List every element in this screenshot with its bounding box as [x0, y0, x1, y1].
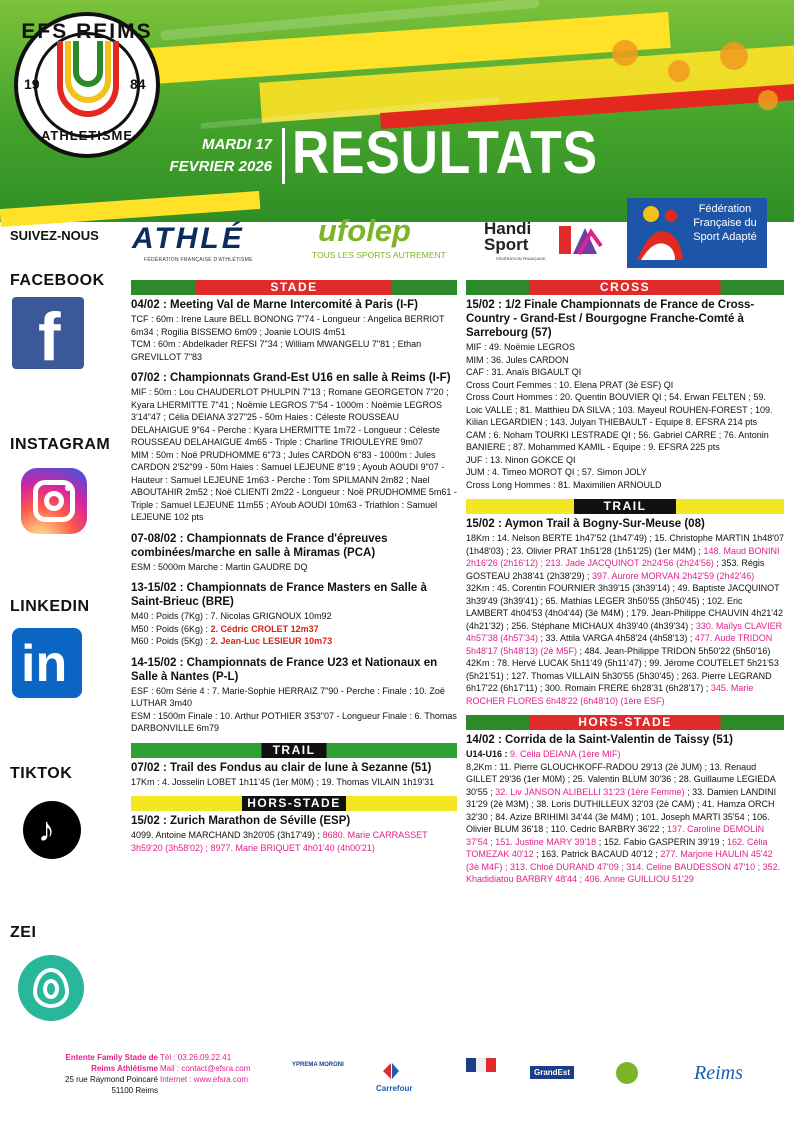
facebook-label: FACEBOOK — [10, 272, 105, 289]
event-result: M50 : Poids (6Kg) : 2. Cédric CROLET 12m37 — [131, 623, 319, 634]
athle-logo: ATHLÉ — [132, 222, 245, 255]
event-result: MIF : 49. Noëmie LEGROS — [466, 342, 576, 352]
runner-silhouette — [720, 42, 748, 70]
sponsor-yprema: YPREMA MORONI — [292, 1062, 344, 1068]
follow-us-label: SUIVEZ-NOUS — [10, 228, 99, 243]
section-band-trail: TRAIL — [131, 743, 457, 758]
logo-year-left: 19 — [24, 76, 40, 92]
section-band-trail: TRAIL — [466, 499, 784, 514]
event-result: ESM : 5000m Marche : Martin GAUDRE DQ — [131, 561, 308, 572]
logo-year-right: 84 — [130, 76, 146, 92]
ufolep-subtitle: TOUS LES SPORTS AUTREMENT — [312, 250, 446, 260]
event-result: 32Km : 45. Corentin FOURNIER 3h39'15 (3h39'14) ; 49. Baptiste JACQUINOT 3h39'49 (3h39'41) ; 65. Mathias LEGER 3h50'55 (3h50'45) ; 102. Eric LAMBERT 4h04'53 (4h04'44) (3è M4M) ; 179. Jean-Philippe CHAUVIN 4h21'42 (4h21'32) ; 256. Stéphane MICHAUX 4h39'40 (4h39'34) ; 330. Maïlys CLAVIER 4h57'38 (4h57'34) ; 33. Attila VARGA 4h58'24 (4h58'13) ; 477. Aude TRIDON 5h48'17 (5h48'13) (2è M5F) ; 484. Jean-Philippe TRIDON 5h50'22 (5h50'16) — [466, 583, 783, 656]
linkedin-label: LINKEDIN — [10, 598, 90, 615]
logo-bottom-text: ATHLETISME — [40, 128, 134, 143]
ffsa-mark-icon — [631, 202, 691, 264]
ffsa-logo: Fédération Française du Sport Adapté — [627, 198, 767, 268]
instagram-icon[interactable] — [21, 468, 87, 534]
event-result: MIF : 50m : Lou CHAUDERLOT PHULPIN 7"13 ; Romane GEORGETON 7"20 ; Kyara LHERMITTE 7"41 ; Noëmie LEGROS 7"54 - 1000m : Noëmie LEGROS 3'14"47 ; Célia DEIANA 3'27"25 - 50m Haies : Céleste ROUSSEAU DELAHAIGUE 9"64 - Perche : Kyara LHERMITTE 1m72 - Longueur : Céleste ROUSSEAU DELAHAIGUE 4m65 - Triple : Charline TRIOULEYRE 9m07 — [131, 387, 449, 447]
event-block — [131, 532, 457, 574]
event-result: M60 : Poids (5Kg) : 2. Jean-Luc LESIEUR 10m73 — [131, 636, 333, 646]
event-block — [131, 298, 457, 363]
header-separator — [282, 128, 285, 184]
event-result: ESF : 60m Série 4 : 7. Marie-Sophie HERRAIZ 7"90 - Perche : Finale : 10. Zoë LUTHAR 3m40 — [131, 685, 445, 708]
sponsor-grandest: GrandEst — [530, 1066, 574, 1079]
section-band-hors-stade: HORS-STADE — [466, 715, 784, 730]
runner-silhouette — [612, 40, 638, 66]
event-result: Cross Long Hommes : 81. Maximilien ARNOULD — [466, 479, 662, 490]
logo-top-text: EFS REIMS — [21, 20, 153, 43]
event-result: Cross Court Femmes : 10. Elena PRAT (3è ESF) QI — [466, 379, 674, 390]
event-result: 42Km : 78. Hervé LUCAK 5h11'49 (5h11'47) ; 99. Jérome COUTELET 5h21'53 (5h21'51) ; 127. Thomas VILLAIN 5h30'55 (5h30'45) ; 263. Pierre LEGRAND 6h17'22 (6h17'11) ; 300. Romain FRERE 6h28'31 (6h28'17) ; 345. Marie ROCHER FLORES 6h48'22 (6h48'10) (1ère ESF) — [466, 658, 779, 706]
event-result: 4099. Antoine MARCHAND 3h20'05 (3h17'49) ; 8680. Marie CARRASSET 3h59'20 (3h58'02) ; 8977. Marie BRIQUET 4h01'40 (4h00'21) — [131, 830, 428, 853]
event-block — [131, 761, 457, 789]
sponsor-carrefour: Carrefour — [376, 1084, 413, 1093]
fondation-icon — [616, 1062, 638, 1084]
right-column — [466, 280, 784, 894]
event-title: 07/02 : Championnats Grand-Est U16 en salle à Reims (I-F) — [131, 372, 451, 384]
event-block — [466, 298, 784, 491]
linkedin-icon[interactable]: in — [12, 628, 82, 698]
event-title: 14/02 : Corrida de la Saint-Valentin de Taissy (51) — [466, 734, 733, 746]
zei-label: ZEI — [10, 924, 37, 941]
carrefour-icon — [382, 1062, 400, 1080]
handisport-subtitle: FÉDÉRATION FRANÇAISE — [496, 256, 546, 261]
event-block — [131, 371, 457, 524]
event-block — [131, 656, 457, 735]
event-result: 17Km : 4. Josselin LOBET 1h11'45 (1er M0M) ; 19. Thomas VILAIN 1h19'31 — [131, 776, 435, 787]
facebook-icon[interactable]: f — [12, 297, 84, 369]
event-block — [466, 733, 784, 886]
event-result: MIM : 50m : Noë PRUDHOMME 6"73 ; Jules CARDON 6"83 - 1000m : Jules CARDON 2'52"99 - 50m Haies : Samuel LEJEUNE 8"19 ; Ayoub AOUDI 9"07 - Hauteur : Samuel LEJEUNE 1m63 - Perche : Tom SPILMANN 2m82 ; Nael ABOUTAHIR 2m52 ; Noë CLIENTI 2m22 - Longueur : Noë PRUDHOMME 5m61 - Triple : Samuel LEJEUNE 11m55 ; AYoub AOUDI 10m63 - Triathlon : Samuel LEJEUNE 102 pts — [131, 449, 457, 522]
issue-date: MARDI 17 FEVRIER 2026 — [169, 136, 272, 175]
sponsor-reims: Reims — [694, 1062, 743, 1084]
club-logo — [14, 12, 160, 158]
event-result: Cross Court Hommes : 20. Quentin BOUVIER QI ; 54. Erwan FELTEN ; 59. Loic VALLE ; 81. Matthieu DA SILVA ; 103. Mayeul ROUHEN-FOREST ; 109. Kilian LEGARDIEN ; 143. Julyan THIEBAULT - Equipe 8. EFSRA 214 pts — [466, 392, 773, 427]
contact-phone[interactable]: Tél : 03.26.09.22.41 — [160, 1053, 232, 1062]
event-result: CAM : 6. Noham TOURKI LESTRADE QI ; 56. Gabriel CARRE ; 76. Antonin BANIERE ; 87. Mohammed KAMIL - Equipe : 9. EFSRA 225 pts — [466, 429, 769, 452]
event-title: 07-08/02 : Championnats de France d'épreuves combinées/marche en salle à Miramas (PCA) — [131, 532, 388, 559]
athle-subtitle: FÉDÉRATION FRANÇAISE D'ATHLÉTISME — [144, 257, 253, 263]
event-result: JUM : 4. Timeo MOROT QI ; 57. Simon JOLY — [466, 467, 647, 477]
event-title: 14-15/02 : Championnats de France U23 et Nationaux en Salle à Nantes (P-L) — [131, 656, 438, 683]
event-result: JUF : 13. Ninon GOKCE QI — [466, 454, 576, 465]
handisport-mark-icon — [555, 224, 603, 256]
event-block — [131, 814, 457, 854]
tiktok-icon[interactable]: ♪ — [23, 801, 81, 859]
event-title: 07/02 : Trail des Fondus au clair de lune à Sezanne (51) — [131, 761, 432, 774]
event-result: CAF : 31. Anaïs BIGAULT QI — [466, 367, 582, 377]
republique-francaise-icon — [466, 1058, 496, 1088]
zei-icon[interactable] — [18, 955, 84, 1021]
tiktok-label: TIKTOK — [10, 765, 73, 782]
event-title: 13-15/02 : Championnats de France Masters en Salle à Saint-Brieuc (BRE) — [131, 582, 427, 608]
event-result: TCM : 60m : Abdelkader REFSI 7"34 ; William MWANGELU 7"81 ; Ethan GREVILLOT 7"83 — [131, 339, 422, 362]
event-result: 8,2Km : 11. Pierre GLOUCHKOFF-RADOU 29'13 (2è JUM) ; 13. Renaud GILLET 29'36 (1er M0M) ; 25. Valentin BLUM 30'36 ; 28. Guillaume LEGIEDA 30'55 ; 32. Liv JANSON ALIBELLI 31'23 (1ère Femme) ; 33. Damien LANDINI 31'29 (2è M3M) ; 38. Loris DUTHILLEUX 32'03 (2è CAM) ; 41. Hamza ORCH 32'30 ; 84. Azize BRIHIMI 34'44 (3è M4M) ; 101. Joseph MARTI 35'54 ; 106. Olivier BLUM 36'18 ; 110. Cedric BARBRY 36'22 ; 137. Caroline DEMOLIN 37'54 ; 151. Justine MARY 39'18 ; 152. Fabio GASPERIN 39'19 ; 162. Célia TOMEZAK 40'12 ; 163. Patrick BACAUD 40'12 ; 277. Marjorie HAULIN 45'42 (3è M4F) ; 313. Chloé DURAND 47'09 ; 314. Celine BAUDESSON 47'10 ; 352. Khadidiatou BARBRY 48'44 ; 406. Anne GUILLIOU 51'29 — [466, 761, 781, 884]
event-title: 15/02 : 1/2 Finale Championnats de France de Cross-Country - Grand-Est / Bourgogne Franche-Comté à Sarrebourg (57) — [466, 299, 755, 339]
runner-silhouette — [758, 90, 778, 110]
event-title: 04/02 : Meeting Val de Marne Intercomité à Paris (I-F) — [131, 299, 418, 311]
runner-silhouette — [668, 60, 690, 82]
page-title: RESULTATS — [292, 119, 598, 186]
event-title: 15/02 : Aymon Trail à Bogny-Sur-Meuse (08) — [466, 518, 705, 530]
event-result: M40 : Poids (7Kg) : 7. Nicolas GRIGNOUX 10m92 — [131, 611, 332, 621]
event-block — [131, 581, 457, 648]
event-result: 18Km : 14. Nelson BERTE 1h47'52 (1h47'49) ; 15. Christophe MARTIN 1h48'07 (1h48'03) ; 23. Olivier PRAT 1h51'28 (1h51'25) (1er M4M) ; 148. Maud BONINI 2h16'26 (2h16'12) ; 213. Jade JACQUINOT 2h24'56 (2h24'56) ; 353. Régis GOSTEAU 2h38'41 (2h38'29) ; 397. Aurore MORVAN 2h42'59 (2h42'46) — [466, 533, 785, 581]
event-result: ESM : 1500m Finale : 10. Arthur POTHIER 3'53"07 - Longueur Finale : 6. Thomas DARBONVILLE 6m79 — [131, 710, 457, 733]
section-band-stade: STADE — [131, 280, 457, 295]
handisport-logo: Handi Sport — [484, 219, 532, 254]
club-address: Entente Family Stade de Reims Athlétisme 25 rue Raymond Poincaré 51100 Reims — [65, 1053, 158, 1095]
section-band-cross: CROSS — [466, 280, 784, 295]
event-result: MIM : 36. Jules CARDON — [466, 354, 569, 365]
event-title: 15/02 : Zurich Marathon de Séville (ESP) — [131, 815, 351, 827]
contact-website[interactable]: Internet : www.efsra.com — [160, 1075, 249, 1084]
club-contact — [160, 1052, 250, 1085]
event-block — [466, 517, 784, 707]
event-result: TCF : 60m : Irene Laure BELL BONONG 7"74 - Longueur : Angelica BERRIOT 6m34 ; Rogilia BISSEMO 6m09 ; Joanie LOUIS 4m51 — [131, 314, 445, 337]
event-result: U14-U16 : 9. Célia DEIANA (1ère MIF) — [466, 749, 621, 759]
contact-email[interactable]: Mail : contact@efsra.com — [160, 1064, 251, 1073]
section-band-hors-stade: HORS-STADE — [131, 796, 457, 811]
ufolep-logo: ufolep — [318, 213, 411, 248]
instagram-label: INSTAGRAM — [10, 436, 111, 453]
left-column — [131, 280, 457, 862]
